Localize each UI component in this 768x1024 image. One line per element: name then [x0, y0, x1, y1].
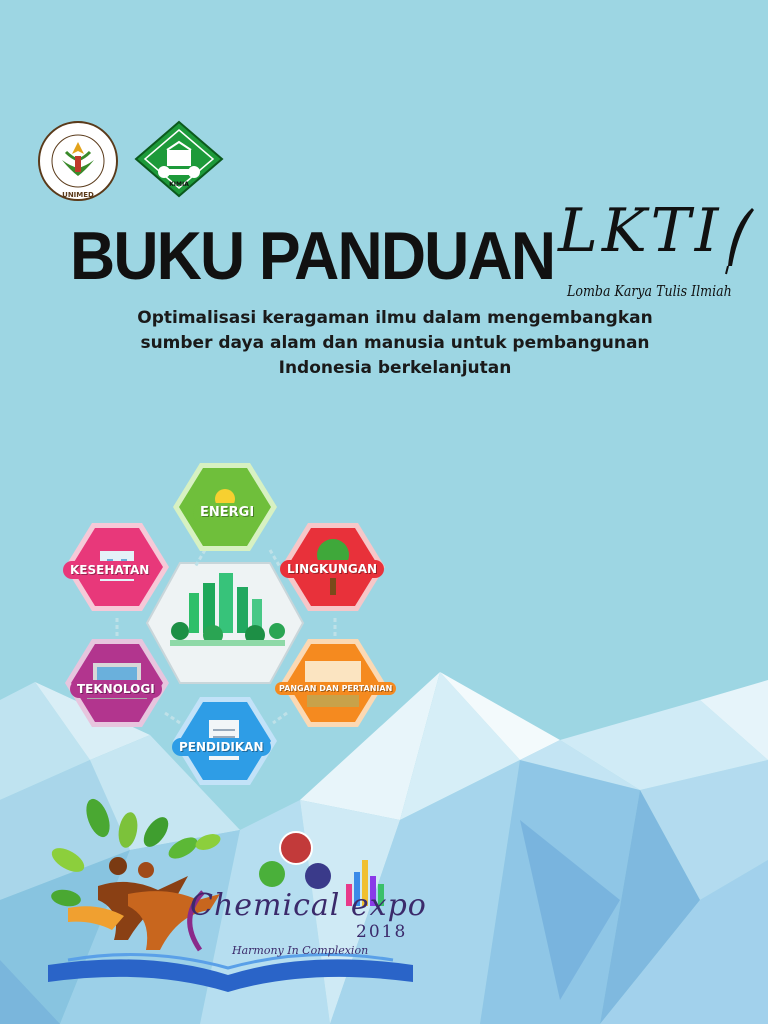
subtitle-line-1: Optimalisasi keragaman ilmu dalam mengembangkan — [137, 308, 653, 328]
label-energi: ENERGI — [193, 503, 261, 522]
subtitle-line-2: sumber daya alam dan manusia untuk pembangunan — [140, 333, 650, 353]
unimed-logo — [32, 120, 124, 202]
lkti-logo-subtitle: Lomba Karya Tulis Ilmiah — [567, 282, 732, 300]
label-teknologi: TEKNOLOGI — [70, 680, 162, 698]
quill-icon — [722, 206, 756, 276]
label-pendidikan: PENDIDIKAN — [172, 738, 271, 756]
center-hexagon — [147, 563, 303, 683]
lkti-logo-letters: LKTI — [558, 196, 723, 266]
himpunan-kimia-logo — [134, 120, 224, 198]
svg-text:KIMIA: KIMIA — [169, 181, 189, 188]
label-kesehatan: KESEHATAN — [63, 561, 156, 579]
page-title: BUKU PANDUAN — [70, 218, 555, 294]
theme-subtitle — [90, 306, 700, 381]
chemical-expo-name: Chemical expo — [190, 888, 427, 923]
chemical-expo-year: 2018 — [356, 922, 408, 942]
svg-text:UNIMED: UNIMED — [62, 191, 94, 199]
subtitle-line-3: Indonesia berkelanjutan — [278, 358, 512, 378]
label-lingkungan: LINGKUNGAN — [280, 560, 384, 578]
chemical-expo-tagline: Harmony In Complexion — [232, 944, 369, 957]
label-pangan: PANGAN DAN PERTANIAN — [275, 682, 396, 695]
